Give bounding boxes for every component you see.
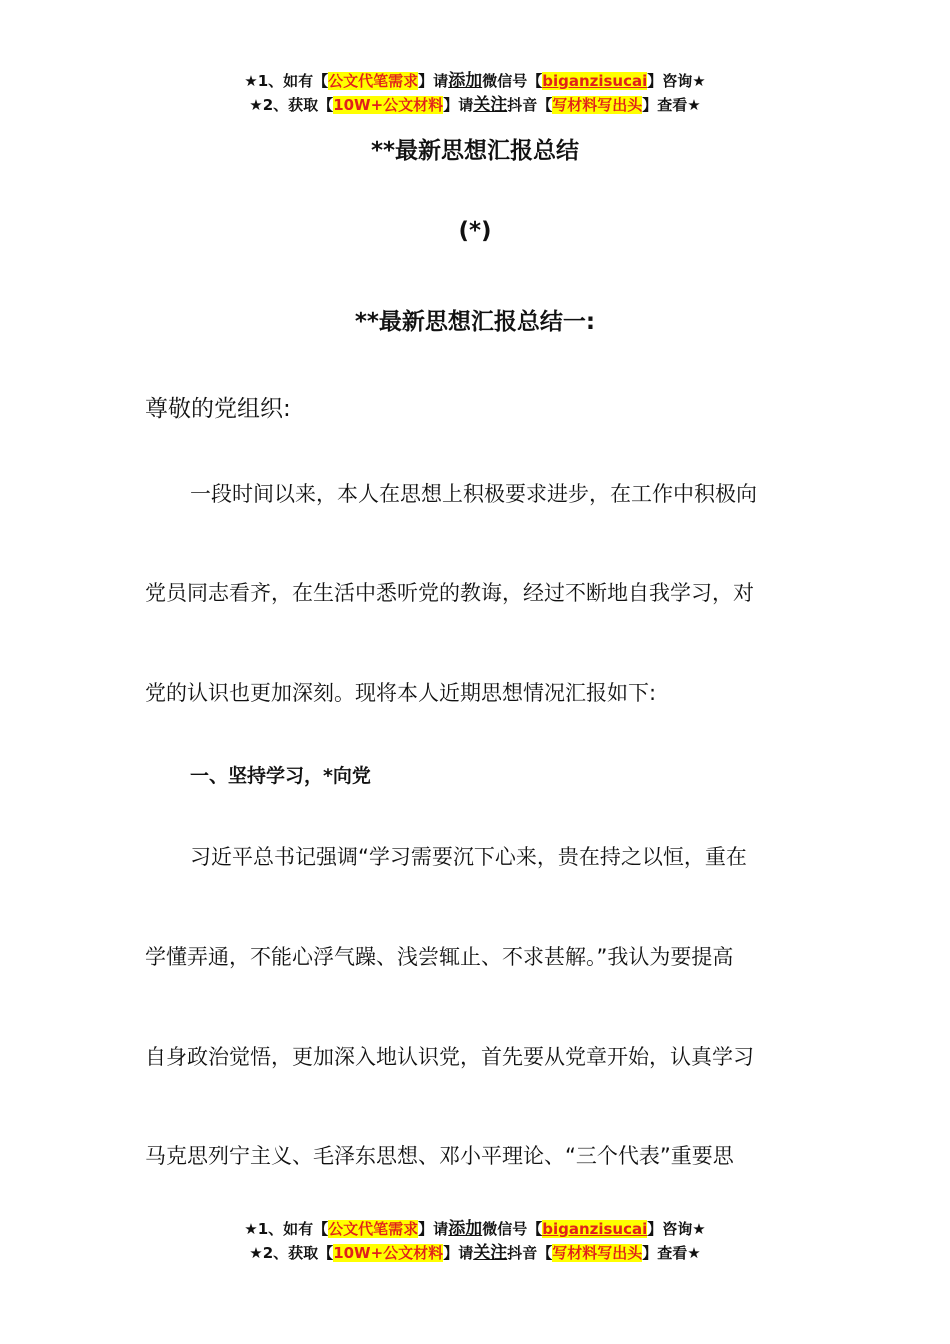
wechat-id-link[interactable]: biganzisucai — [542, 72, 648, 90]
banner-line-2 — [0, 93, 950, 117]
highlight-materials: 10W+公文材料 — [333, 1244, 444, 1262]
banner-line-1 — [0, 1217, 950, 1241]
wechat-id-link[interactable]: biganzisucai — [542, 1220, 648, 1238]
footer-banner — [0, 1217, 950, 1265]
document-subtitle: (*) — [458, 218, 492, 244]
paragraph-line: 党的认识也更加深刻。现将本人近期思想情况汇报如下: — [145, 681, 657, 705]
banner-text: 】请 — [443, 96, 474, 114]
banner-text: 】咨询★ — [647, 72, 706, 90]
section-title: **最新思想汇报总结一: — [354, 309, 596, 335]
banner-text: 】查看★ — [642, 1244, 701, 1262]
paragraph-line: 党员同志看齐，在生活中悉听党的教诲，经过不断地自我学习，对 — [145, 581, 754, 605]
paragraph-line: 习近平总书记强调“学习需要沉下心来，贵在持之以恒，重在 — [190, 845, 747, 869]
banner-text: ★1、如有【 — [244, 72, 329, 90]
paragraph-line: 学懂弄通，不能心浮气躁、浅尝辄止、不求甚解。”我认为要提高 — [145, 945, 734, 969]
banner-text: 】请 — [418, 1220, 449, 1238]
banner-text: 抖音【 — [507, 96, 553, 114]
highlight-service: 公文代笔需求 — [328, 72, 419, 90]
paragraph-line: 马克思列宁主义、毛泽东思想、邓小平理论、“三个代表”重要思 — [145, 1144, 734, 1168]
banner-line-1 — [0, 69, 950, 93]
banner-emphasis: 添加 — [448, 71, 483, 91]
salutation: 尊敬的党组织: — [145, 396, 291, 422]
paragraph-line: 自身政治觉悟，更加深入地认识党，首先要从党章开始，认真学习 — [145, 1045, 754, 1069]
banner-text: 】咨询★ — [647, 1220, 706, 1238]
banner-text: 】请 — [443, 1244, 474, 1262]
banner-emphasis: 添加 — [448, 1219, 483, 1239]
highlight-service: 公文代笔需求 — [328, 1220, 419, 1238]
banner-text: 】查看★ — [642, 96, 701, 114]
banner-line-2 — [0, 1241, 950, 1265]
banner-text: ★2、获取【 — [249, 96, 334, 114]
section-heading: 一、坚持学习，*向党 — [190, 765, 371, 787]
banner-text: ★2、获取【 — [249, 1244, 334, 1262]
banner-text: 抖音【 — [507, 1244, 553, 1262]
banner-text: ★1、如有【 — [244, 1220, 329, 1238]
banner-text: 微信号【 — [482, 72, 543, 90]
banner-emphasis: 关注 — [473, 1243, 508, 1263]
document-title: **最新思想汇报总结 — [370, 138, 580, 164]
highlight-materials: 10W+公文材料 — [333, 96, 444, 114]
header-banner — [0, 69, 950, 117]
douyin-account: 写材料写出头 — [552, 96, 643, 114]
paragraph-line: 一段时间以来，本人在思想上积极要求进步，在工作中积极向 — [190, 482, 757, 506]
banner-emphasis: 关注 — [473, 95, 508, 115]
banner-text: 】请 — [418, 72, 449, 90]
douyin-account: 写材料写出头 — [552, 1244, 643, 1262]
banner-text: 微信号【 — [482, 1220, 543, 1238]
